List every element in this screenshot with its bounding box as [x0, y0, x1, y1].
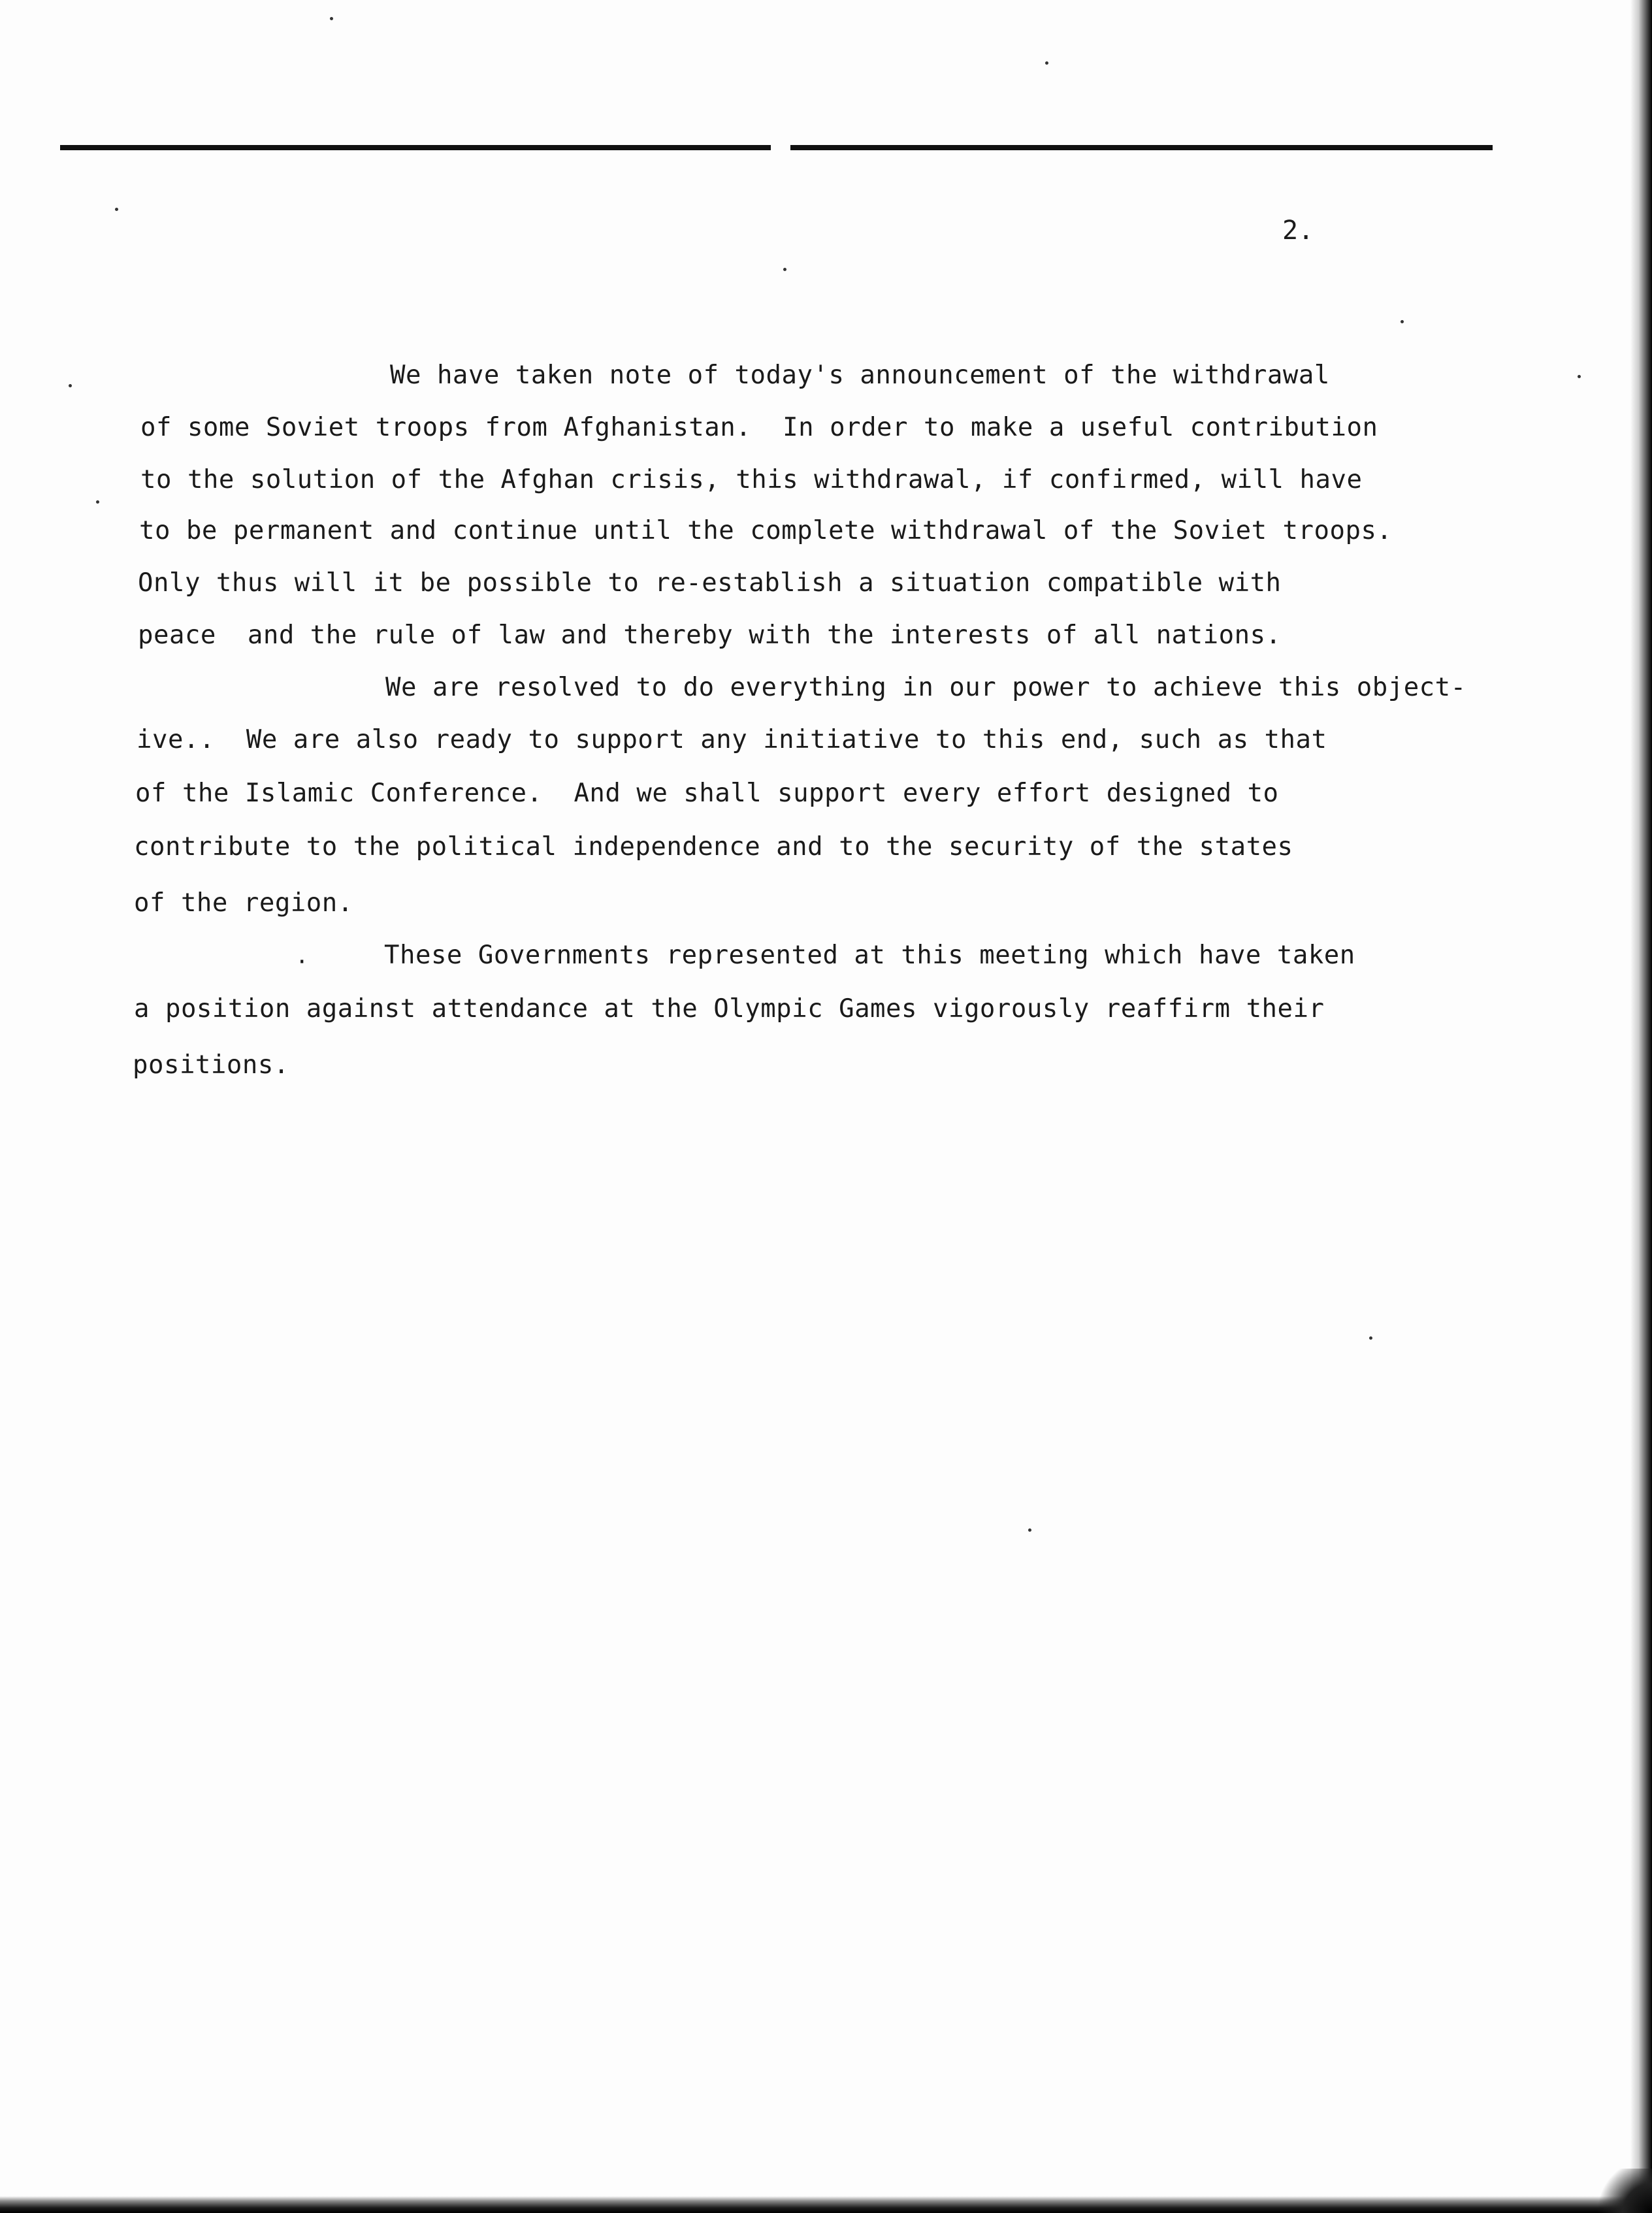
text-line: positions.	[133, 1050, 289, 1080]
scan-speck	[1369, 1336, 1372, 1340]
text-line: We are resolved to do everything in our power to achieve this object-	[385, 673, 1466, 702]
header-rule-right	[790, 145, 1493, 150]
text-line: We have taken note of today's announcement of the withdrawal	[390, 361, 1330, 390]
text-line: to be permanent and continue until the complete withdrawal of the Soviet troops.	[139, 516, 1393, 545]
scan-speck	[1028, 1528, 1031, 1532]
scan-speck	[69, 384, 72, 387]
scan-speck	[115, 208, 118, 211]
text-line: contribute to the political independence and to the security of the states	[134, 832, 1293, 862]
scan-speck	[1578, 375, 1581, 378]
header-rule-left	[60, 145, 771, 150]
text-line: Only thus will it be possible to re-establish a situation compatible with	[138, 568, 1282, 598]
scan-edge-bottom	[0, 2196, 1652, 2213]
text-line: of the region.	[134, 888, 353, 918]
stray-mark: ·	[295, 949, 309, 975]
text-line: a position against attendance at the Olympic Games vigorously reaffirm their	[134, 994, 1325, 1024]
text-line: peace and the rule of law and thereby with the interests of all nations.	[138, 621, 1282, 650]
scan-edge-right	[1630, 0, 1652, 2213]
scan-speck	[330, 17, 333, 20]
scan-speck	[1045, 61, 1048, 65]
text-line: of some Soviet troops from Afghanistan. In order to make a useful contribution	[140, 413, 1378, 442]
text-line: of the Islamic Conference. And we shall support every effort designed to	[135, 779, 1279, 808]
text-line: to the solution of the Afghan crisis, this withdrawal, if confirmed, will have	[140, 465, 1363, 494]
text-line: These Governments represented at this meeting which have taken	[384, 941, 1355, 970]
scan-speck	[783, 268, 786, 271]
text-line: ive.. We are also ready to support any initiative to this end, such as that	[137, 725, 1327, 754]
page-number: 2.	[1282, 216, 1314, 246]
scan-speck	[96, 500, 99, 504]
scan-edge-corner	[1594, 2169, 1652, 2213]
scan-speck	[1401, 320, 1404, 323]
